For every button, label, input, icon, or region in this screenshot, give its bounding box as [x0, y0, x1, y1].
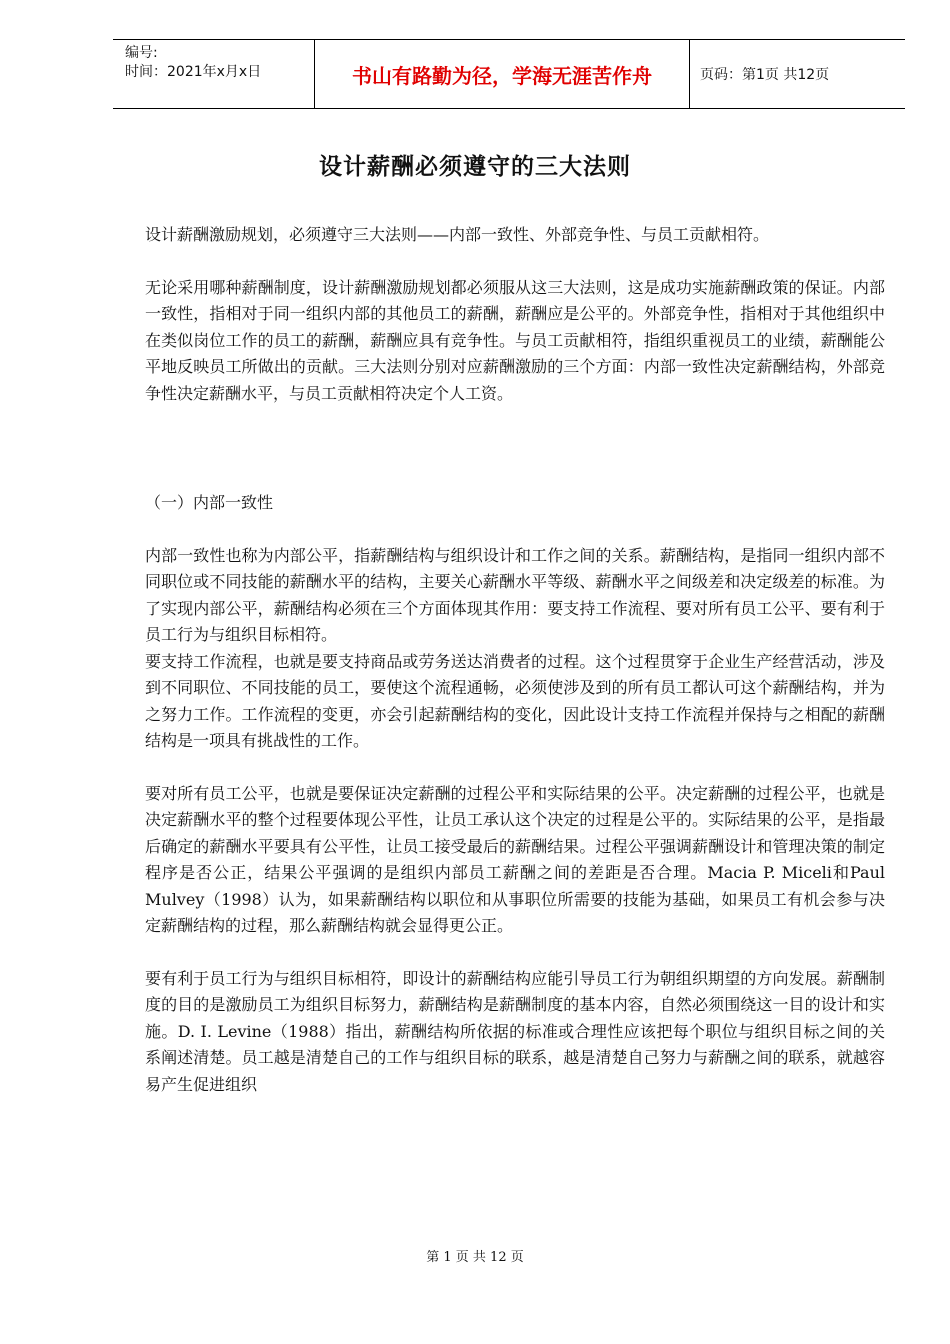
document-number-label: 编号:: [125, 45, 158, 61]
header-motto: 书山有路勤为径，学海无涯苦作舟: [315, 40, 690, 108]
paragraph-intro: 设计薪酬激励规划，必须遵守三大法则——内部一致性、外部竞争性、与员工贡献相符。: [145, 225, 770, 244]
section-heading: （一）内部一致性: [145, 493, 274, 512]
header-page-number: 页码：第1页 共12页: [700, 67, 830, 83]
paragraph-goal-alignment: 要有利于员工行为与组织目标相符，即设计的薪酬结构应能引导员工行为朝组织期望的方向发展。薪酬制度的目的是激励员工为组织目标努力，薪酬结构是薪酬制度的基本内容，自然必须围绕这一目的设计和实施。D. I. Levine（1988）指出，薪酬结构所依据的标准或合理性应该把每个职位与组织目标之间的关系阐述清楚。员工越是清楚自己的工作与组织目标的联系，越是清楚自己努力与薪酬之间的联系，就越容易产生促进组织: [145, 968, 885, 1094]
paragraph-fairness: 要对所有员工公平，也就是要保证决定薪酬的过程公平和实际结果的公平。决定薪酬的过程公平，也就是决定薪酬水平的整个过程要体现公平性，让员工承认这个决定的过程是公平的。实际结果的公平，是指最后确定的薪酬水平要具有公平性，让员工接受最后的薪酬结果。过程公平强调薪酬设计和管理决策的制定程序是否公正，结果公平强调的是组织内部员工薪酬之间的差距是否合理。Macia P. Miceli和Paul Mulvey（1998）认为，如果薪酬结构以职位和从事职位所需要的技能为基础，如果员工有机会参与决定薪酬结构的过程，那么薪酬结构就会显得更公正。: [145, 783, 885, 935]
document-body: [145, 222, 885, 1098]
document-title: 设计薪酬必须遵守的三大法则: [319, 153, 631, 180]
document-header: [113, 39, 905, 109]
paragraph-internal-consistency: 内部一致性也称为内部公平，指薪酬结构与组织设计和工作之间的关系。薪酬结构，是指同一组织内部不同职位或不同技能的薪酬水平的结构，主要关心薪酬水平等级、薪酬水平之间级差和决定级差的标准。为了实现内部公平，薪酬结构必须在三个方面体现其作用：要支持工作流程、要对所有员工公平、要有利于员工行为与组织目标相符。: [145, 545, 885, 644]
paragraph-overview: 无论采用哪种薪酬制度，设计薪酬激励规划都必须服从这三大法则，这是成功实施薪酬政策的保证。内部一致性，指相对于同一组织内部的其他员工的薪酬，薪酬应是公平的。外部竞争性，指相对于其他组织中在类似岗位工作的员工的薪酬，薪酬应具有竞争性。与员工贡献相符，指组织重视员工的业绩，薪酬能公平地反映员工所做出的贡献。三大法则分别对应薪酬激励的三个方面：内部一致性决定薪酬结构，外部竞争性决定薪酬水平，与员工贡献相符决定个人工资。: [145, 277, 885, 403]
paragraph-workflow: 要支持工作流程，也就是要支持商品或劳务送达消费者的过程。这个过程贯穿于企业生产经营活动，涉及到不同职位、不同技能的员工，要使这个流程通畅，必须使涉及到的所有员工都认可这个薪酬结构，并为之努力工作。工作流程的变更，亦会引起薪酬结构的变化，因此设计支持工作流程并保持与之相配的薪酬结构是一项具有挑战性的工作。: [145, 651, 885, 750]
document-time-label: 时间：2021年x月x日: [125, 64, 262, 80]
header-meta-cell: [113, 40, 315, 108]
page-footer: 第 1 页 共 12 页: [426, 1250, 524, 1265]
